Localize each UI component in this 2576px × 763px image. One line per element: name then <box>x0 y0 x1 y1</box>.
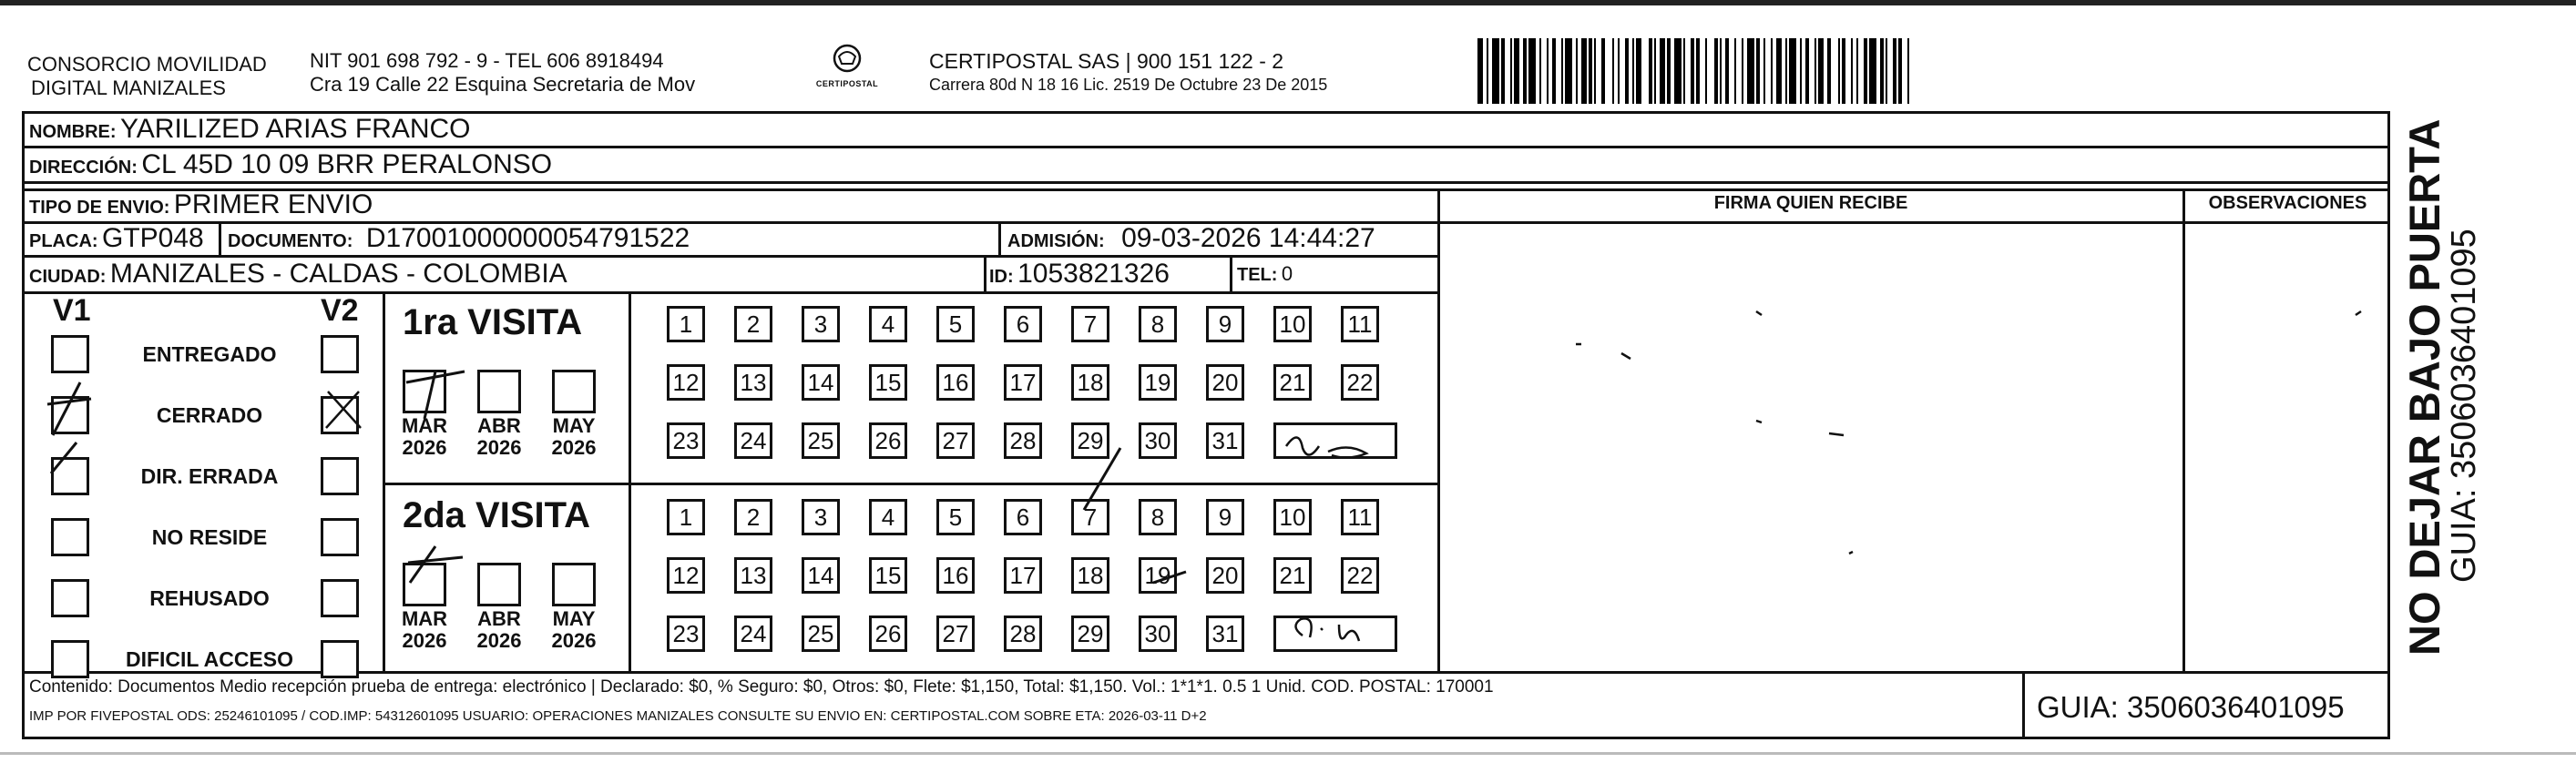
day-box[interactable]: 8 <box>1139 499 1177 535</box>
day-box[interactable]: 21 <box>1273 364 1312 401</box>
day-box[interactable]: 9 <box>1206 306 1244 342</box>
day-box[interactable]: 20 <box>1206 557 1244 594</box>
day-box[interactable]: 25 <box>802 422 840 459</box>
direccion-row <box>29 148 552 186</box>
documento-cell <box>228 222 690 259</box>
day-box[interactable]: 6 <box>1004 499 1042 535</box>
day-box[interactable]: 8 <box>1139 306 1177 342</box>
v2-checkbox[interactable] <box>321 518 359 556</box>
footer-imp: IMP POR FIVEPOSTAL ODS: 25246101095 / COD.IMP: 54312601095 USUARIO: OPERACIONES MANIZALES CONSULTE SU ENVIO EN: CERTIPOSTAL.COM SOBRE ETA: 2026-03-11 D+2 <box>29 708 1207 724</box>
day-box[interactable]: 23 <box>667 615 705 652</box>
carrier-info: CERTIPOSTAL SAS | 900 151 122 - 2 Carrera 80d N 18 16 Lic. 2519 De Octubre 23 De 2015 <box>929 49 1328 94</box>
status-label: NO RESIDE <box>151 525 268 549</box>
v2-checkbox[interactable] <box>321 396 359 434</box>
month-year: 2026 <box>402 436 447 459</box>
v1-checkbox[interactable] <box>51 335 89 373</box>
day-box[interactable]: 10 <box>1273 499 1312 535</box>
tel-label: TEL: <box>1237 265 1278 285</box>
day-box[interactable]: 19 <box>1139 557 1177 594</box>
notes-box[interactable] <box>1273 422 1397 459</box>
certipostal-logo-icon <box>829 44 865 75</box>
day-box[interactable]: 19 <box>1139 364 1177 401</box>
company-nit: NIT 901 698 792 - 9 - TEL 606 8918494 Cra 19 Calle 22 Esquina Secretaria de Mov <box>310 49 696 96</box>
documento-label: DOCUMENTO: <box>228 231 353 251</box>
day-box[interactable]: 9 <box>1206 499 1244 535</box>
nombre-row <box>29 113 471 150</box>
day-box[interactable]: 23 <box>667 422 705 459</box>
cell-divider <box>998 221 1001 256</box>
status-label: ENTREGADO <box>142 342 277 366</box>
admision-cell <box>1007 222 1375 259</box>
day-box[interactable]: 27 <box>936 615 975 652</box>
day-box[interactable]: 26 <box>869 422 907 459</box>
ciudad-cell <box>29 258 567 295</box>
month-year: 2026 <box>551 436 597 459</box>
tipo-label: TIPO DE ENVIO: <box>29 198 170 218</box>
side-warning: NO DEJAR BAJO PUERTA <box>2400 118 2448 656</box>
admision-label: ADMISIÓN: <box>1007 231 1105 251</box>
month-checkbox[interactable] <box>552 370 596 413</box>
day-box[interactable]: 30 <box>1139 422 1177 459</box>
day-box[interactable]: 14 <box>802 364 840 401</box>
panel-divider <box>1437 188 1440 673</box>
day-box[interactable]: 7 <box>1071 499 1109 535</box>
notes-box[interactable] <box>1273 615 1397 652</box>
day-box[interactable]: 17 <box>1004 364 1042 401</box>
day-box[interactable]: 17 <box>1004 557 1042 594</box>
month-label <box>395 415 454 459</box>
day-box[interactable]: 2 <box>734 306 772 342</box>
month-checkbox[interactable] <box>477 563 521 606</box>
day-box[interactable]: 4 <box>869 306 907 342</box>
month-name: ABR <box>477 607 521 630</box>
placa-label: PLACA: <box>29 231 98 251</box>
day-box[interactable]: 10 <box>1273 306 1312 342</box>
footer-guia-divider <box>2022 674 2025 739</box>
tel-value: 0 <box>1281 262 1293 285</box>
observaciones-label: OBSERVACIONES <box>2208 193 2367 213</box>
day-box[interactable]: 1 <box>667 306 705 342</box>
day-box[interactable]: 12 <box>667 364 705 401</box>
id-label: ID: <box>989 267 1014 287</box>
day-box[interactable]: 5 <box>936 306 975 342</box>
month-checkbox[interactable] <box>403 563 446 606</box>
day-box[interactable]: 24 <box>734 422 772 459</box>
row-line <box>22 188 2390 191</box>
month-name: MAY <box>552 607 596 630</box>
tipo-value: PRIMER ENVIO <box>173 189 373 219</box>
month-name: MAR <box>401 414 448 437</box>
tel-cell <box>1237 258 1293 293</box>
right-header-line <box>1439 221 2390 224</box>
id-value: 1053821326 <box>1017 259 1170 289</box>
nombre-label: NOMBRE: <box>29 122 117 142</box>
admision-value: 09-03-2026 14:44:27 <box>1121 223 1375 253</box>
month-year: 2026 <box>402 629 447 652</box>
status-label: DIFICIL ACCESO <box>125 647 293 671</box>
month-checkbox[interactable] <box>552 563 596 606</box>
v2-checkbox[interactable] <box>321 640 359 678</box>
v2-checkbox[interactable] <box>321 335 359 373</box>
footer-content: Contenido: Documentos Medio recepción prueba de entrega: electrónico | Declarado: $0, % Seguro: $0, Otros: $0, Flete: $1,150, Total: $1,150. Vol.: 1*1*1. 0.5 1 Unid. COD. POSTAL: 170001 <box>29 677 1494 697</box>
cell-divider <box>1230 258 1232 291</box>
direccion-value: CL 45D 10 09 BRR PERALONSO <box>141 149 553 179</box>
day-box[interactable]: 30 <box>1139 615 1177 652</box>
day-box[interactable]: 3 <box>802 499 840 535</box>
day-box[interactable]: 3 <box>802 306 840 342</box>
day-box[interactable]: 18 <box>1071 557 1109 594</box>
firma-label: FIRMA QUIEN RECIBE <box>1713 193 1908 213</box>
day-box[interactable]: 28 <box>1004 422 1042 459</box>
visit-title: 2da VISITA <box>403 495 590 535</box>
day-box[interactable]: 22 <box>1341 364 1379 401</box>
month-label <box>470 415 528 459</box>
footer-line <box>22 671 2390 674</box>
day-box[interactable]: 31 <box>1206 422 1244 459</box>
month-label <box>545 415 603 459</box>
day-box[interactable]: 7 <box>1071 306 1109 342</box>
day-box[interactable]: 13 <box>734 557 772 594</box>
footer-guia: GUIA: 3506036401095 <box>2037 690 2345 724</box>
day-box[interactable]: 2 <box>734 499 772 535</box>
placa-value: GTP048 <box>102 223 204 253</box>
status-label: DIR. ERRADA <box>140 464 279 488</box>
visit-title: 1ra VISITA <box>403 302 583 342</box>
day-box[interactable]: 24 <box>734 615 772 652</box>
status-label: REHUSADO <box>149 586 270 610</box>
month-year: 2026 <box>476 436 522 459</box>
day-box[interactable]: 14 <box>802 557 840 594</box>
visit-divider-vert <box>629 291 631 674</box>
v1-checkbox[interactable] <box>51 518 89 556</box>
id-cell <box>989 258 1170 295</box>
month-year: 2026 <box>476 629 522 652</box>
day-box[interactable]: 29 <box>1071 422 1109 459</box>
month-name: ABR <box>477 414 521 437</box>
day-box[interactable]: 26 <box>869 615 907 652</box>
tipo-row <box>29 188 373 226</box>
month-label <box>395 608 454 652</box>
v1-checkbox[interactable] <box>51 579 89 617</box>
v2-checkbox[interactable] <box>321 457 359 495</box>
month-year: 2026 <box>551 629 597 652</box>
v2-checkbox[interactable] <box>321 579 359 617</box>
month-checkbox[interactable] <box>477 370 521 413</box>
scan-edge <box>0 752 2576 755</box>
day-box[interactable]: 15 <box>869 364 907 401</box>
certipostal-logo: CERTIPOSTAL <box>811 44 884 97</box>
cell-divider <box>984 255 986 291</box>
month-name: MAR <box>401 607 448 630</box>
day-box[interactable]: 27 <box>936 422 975 459</box>
day-box[interactable]: 20 <box>1206 364 1244 401</box>
day-box[interactable]: 11 <box>1341 499 1379 535</box>
day-box[interactable]: 12 <box>667 557 705 594</box>
day-box[interactable]: 5 <box>936 499 975 535</box>
v1-checkbox[interactable] <box>51 640 89 678</box>
day-box[interactable]: 11 <box>1341 306 1379 342</box>
day-box[interactable]: 4 <box>869 499 907 535</box>
day-box[interactable]: 15 <box>869 557 907 594</box>
v1-label: V1 <box>53 293 91 328</box>
v1-checkbox[interactable] <box>51 396 89 434</box>
page-top-rule <box>0 0 2576 5</box>
nombre-value: YARILIZED ARIAS FRANCO <box>120 114 471 144</box>
tracking-barcode <box>1477 38 1913 104</box>
month-label <box>470 608 528 652</box>
day-box[interactable]: 6 <box>1004 306 1042 342</box>
day-box[interactable]: 16 <box>936 557 975 594</box>
status-label: CERRADO <box>156 403 263 427</box>
day-box[interactable]: 28 <box>1004 615 1042 652</box>
day-box[interactable]: 25 <box>802 615 840 652</box>
v2-label: V2 <box>321 293 359 328</box>
day-box[interactable]: 13 <box>734 364 772 401</box>
ciudad-label: CIUDAD: <box>29 267 107 287</box>
company-name: CONSORCIO MOVILIDAD DIGITAL MANIZALES <box>27 53 267 99</box>
side-guia: GUIA: 3506036401095 <box>2445 229 2483 583</box>
documento-value: D17001000000054791522 <box>365 223 690 253</box>
day-box[interactable]: 1 <box>667 499 705 535</box>
visit-divider <box>385 483 1438 485</box>
day-box[interactable]: 18 <box>1071 364 1109 401</box>
v1-checkbox[interactable] <box>51 457 89 495</box>
month-label <box>545 608 603 652</box>
placa-cell <box>29 222 204 259</box>
direccion-label: DIRECCIÓN: <box>29 158 138 178</box>
day-box[interactable]: 29 <box>1071 615 1109 652</box>
panel-divider <box>2182 188 2185 673</box>
day-box[interactable]: 31 <box>1206 615 1244 652</box>
day-box[interactable]: 21 <box>1273 557 1312 594</box>
month-name: MAY <box>552 414 596 437</box>
ciudad-value: MANIZALES - CALDAS - COLOMBIA <box>109 259 567 289</box>
cell-divider <box>219 221 221 256</box>
month-checkbox[interactable] <box>403 370 446 413</box>
day-box[interactable]: 16 <box>936 364 975 401</box>
day-box[interactable]: 22 <box>1341 557 1379 594</box>
